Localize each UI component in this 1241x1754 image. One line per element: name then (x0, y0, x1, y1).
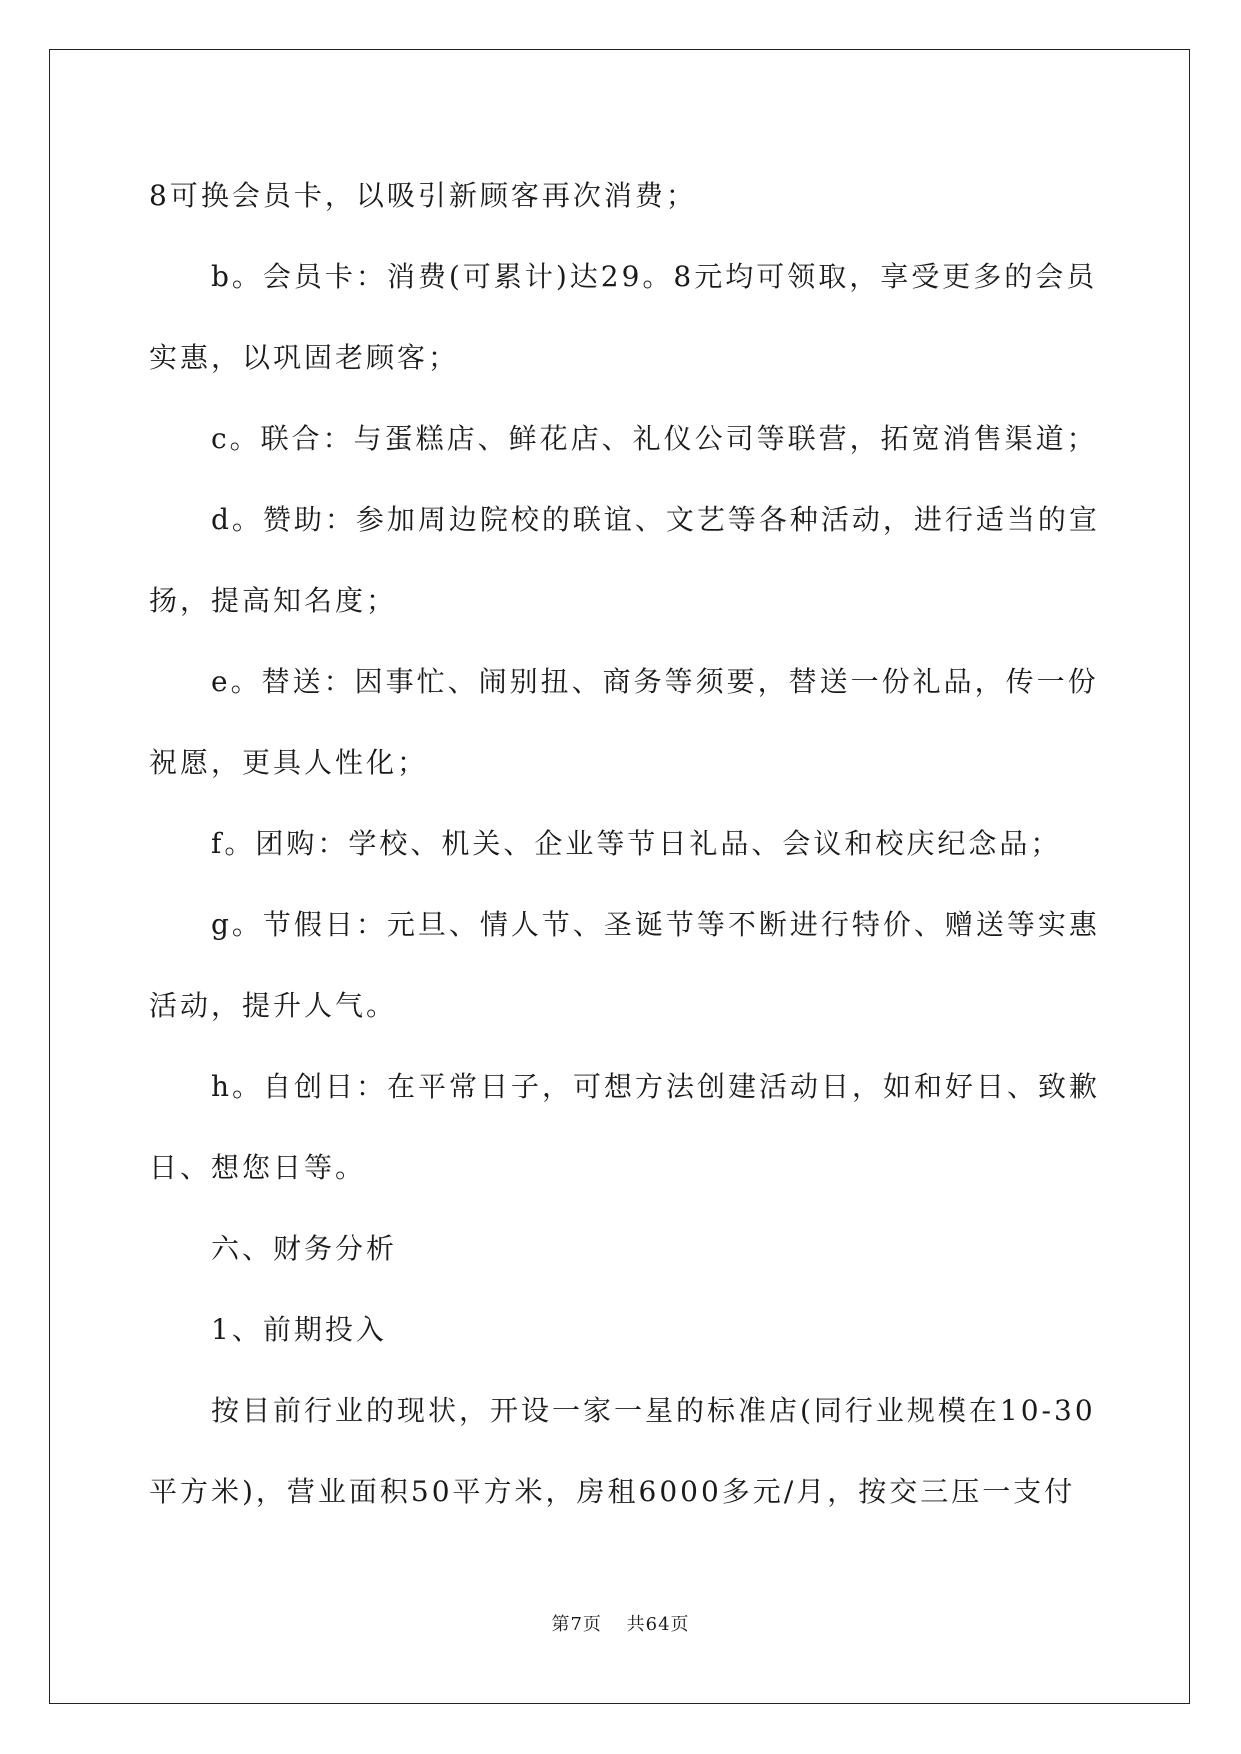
text-line: h。自创日：在平常日子，可想方法创建活动日，如和好日、致歉 (211, 1070, 1101, 1103)
text-line: f。团购：学校、机关、企业等节日礼品、会议和校庆纪念品； (211, 827, 1062, 860)
text-line: 实惠，以巩固老顾客； (149, 341, 460, 374)
page-total: 共64页 (626, 1614, 690, 1635)
text-line: 平方米)，营业面积50平方米，房租6000多元/月，按交三压一支付 (149, 1475, 1076, 1508)
document-body (149, 155, 1101, 1532)
text-line: 按目前行业的现状，开设一家一星的标准店(同行业规模在10-30 (211, 1394, 1096, 1427)
text-line: d。赞助：参加周边院校的联谊、文艺等各种活动，进行适当的宣 (211, 503, 1100, 536)
page-number: 第7页 (551, 1614, 602, 1635)
subsection-heading: 1、前期投入 (211, 1313, 387, 1346)
text-line: e。替送：因事忙、闹别扭、商务等须要，替送一份礼品，传一份 (211, 665, 1099, 698)
section-heading: 六、财务分析 (211, 1232, 398, 1265)
text-line: 祝愿，更具人性化； (149, 746, 429, 779)
text-line: g。节假日：元旦、情人节、圣诞节等不断进行特价、赠送等实惠 (211, 908, 1100, 941)
text-line: b。会员卡：消费(可累计)达29。8元均可领取，享受更多的会员 (211, 260, 1098, 293)
text-line: 扬，提高知名度； (149, 584, 398, 617)
page-footer (0, 1610, 1241, 1636)
text-line: 活动，提升人气。 (149, 989, 398, 1022)
text-line: 8可换会员卡，以吸引新顾客再次消费； (149, 179, 697, 212)
text-line: c。联合：与蛋糕店、鲜花店、礼仪公司等联营，拓宽消售渠道； (211, 422, 1098, 455)
text-line: 日、想您日等。 (149, 1151, 367, 1184)
